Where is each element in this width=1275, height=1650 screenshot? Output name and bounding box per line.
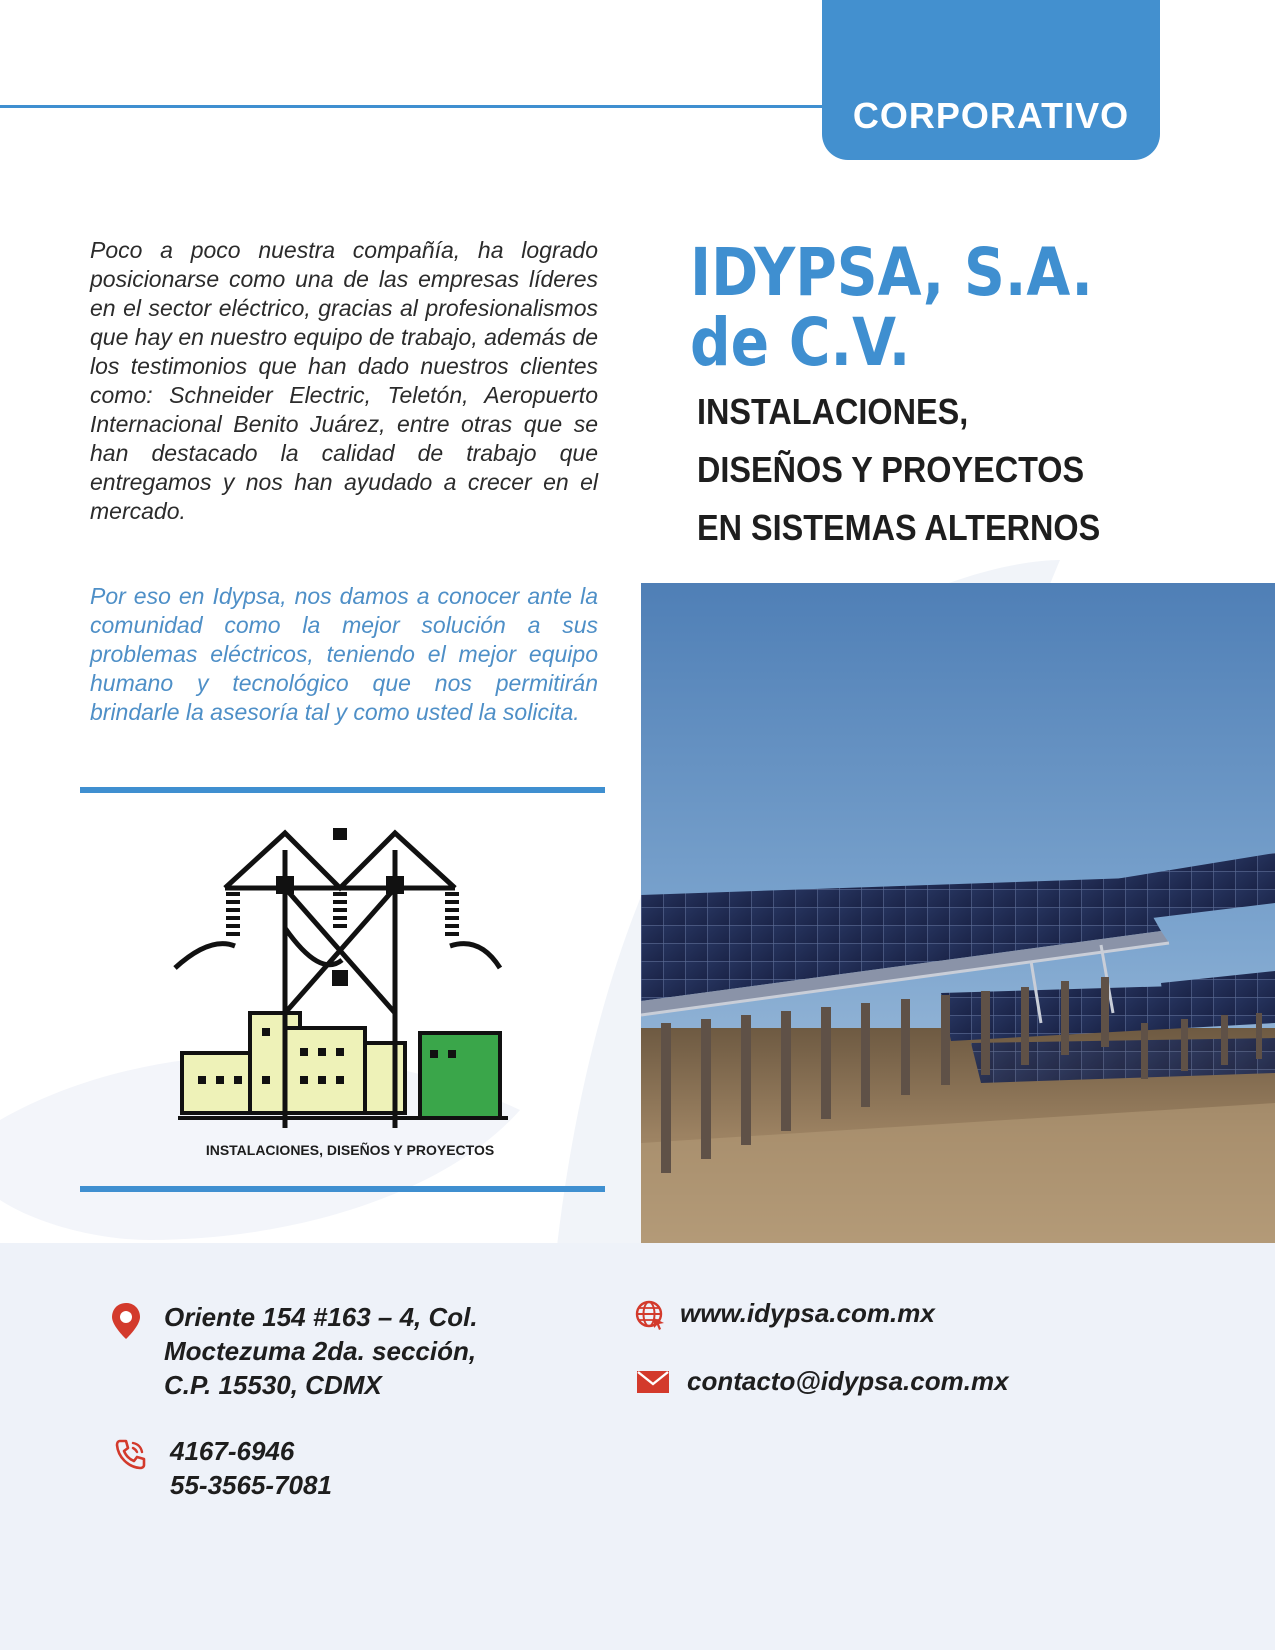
subtitle-line3: EN SISTEMAS ALTERNOS — [697, 507, 1101, 548]
header-rule — [0, 105, 830, 108]
subtitle-line2: DISEÑOS Y PROYECTOS — [697, 449, 1085, 490]
company-name-line1: IDYPSA, S.A. — [690, 234, 1093, 311]
logo-bottom-rule — [80, 1186, 605, 1192]
address-line3: C.P. 15530, CDMX — [164, 1370, 382, 1400]
logo-caption: INSTALACIONES, DISEÑOS Y PROYECTOS — [205, 1142, 495, 1158]
phone-number-2: 55-3565-7081 — [170, 1470, 332, 1500]
envelope-icon — [636, 1370, 670, 1394]
company-name — [690, 234, 1172, 381]
highlight-paragraph: Por eso en Idypsa, nos damos a conocer ante la comunidad como la mejor solución a sus problemas eléctricos, teniendo el mejor equipo humano y tecnológico que nos permitirán brindarle la asesoría tal y como usted la solicita. — [90, 583, 598, 725]
phone-icon — [114, 1438, 146, 1470]
address-line1: Oriente 154 #163 – 4, Col. — [164, 1302, 478, 1332]
company-logo — [170, 828, 520, 1170]
address — [164, 1300, 478, 1402]
subtitle-line1: INSTALACIONES, — [697, 391, 969, 432]
solar-panels-photo — [641, 583, 1275, 1243]
logo-top-rule — [80, 787, 605, 793]
email-link[interactable]: contacto@idypsa.com.mx — [687, 1366, 1009, 1396]
section-tab — [822, 0, 1160, 160]
section-label: CORPORATIVO — [852, 95, 1130, 136]
phone-number-1: 4167-6946 — [170, 1436, 295, 1466]
globe-icon — [634, 1299, 666, 1331]
company-name-line2: de C.V. — [690, 304, 911, 381]
website-link[interactable]: www.idypsa.com.mx — [680, 1298, 935, 1328]
phone-numbers — [170, 1434, 332, 1502]
location-pin-icon — [110, 1302, 142, 1340]
company-subtitle — [697, 392, 1201, 566]
intro-paragraph: Poco a poco nuestra compañía, ha logrado posicionarse como una de las empresas líderes en el sector eléctrico, gracias al profesionalismos que hay en nuestro equipo de trabajo, además de los testimonios que han dado nuestros clientes como: Schneider Electric, Teletón, Aeropuerto Internacional Benito Juárez, entre otras que se han destacado la calidad de trabajo que entregamos y nos han ayudado a crecer en el mercado. — [90, 237, 598, 524]
address-line2: Moctezuma 2da. sección, — [164, 1336, 477, 1366]
